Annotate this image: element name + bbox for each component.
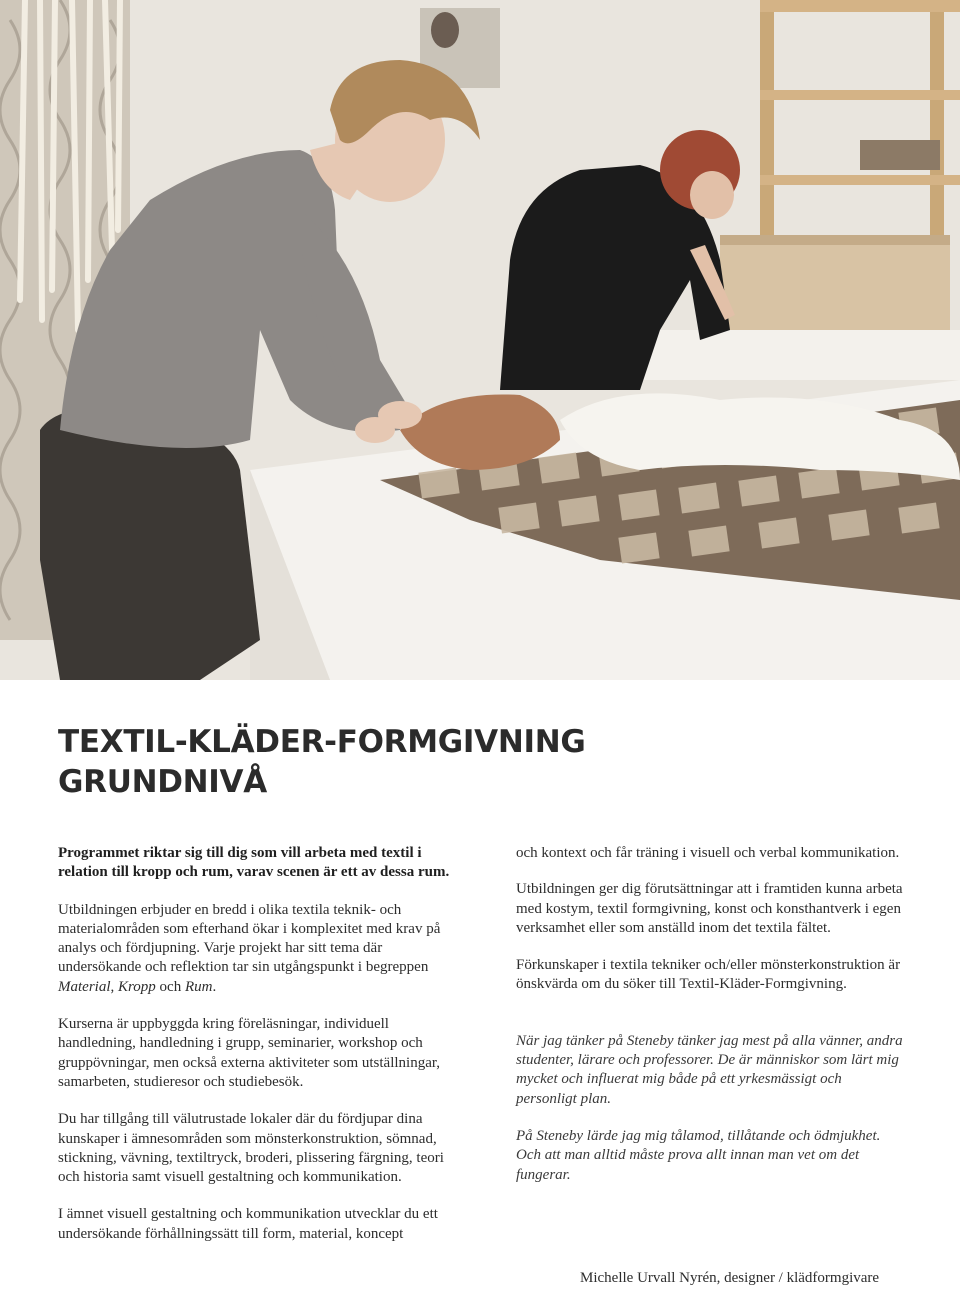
paragraph-facilities: Du har tillgång till välutrustade lokaler där du fördjupar dina kunskaper i ämnesområden som mönsterkonstruktion, sömnad, stickning, vävning, textiltryck, broderi, plissering färgning, teori och historia samt visuell gestaltning och kommunikation. xyxy=(58,1111,444,1186)
left-column xyxy=(58,844,454,1262)
paragraph-projects xyxy=(58,901,454,997)
paragraph-projects-text: Utbildningen erbjuder en bredd i olika textila teknik- och materialområden som efterhand ökar i komplexitet med krav på analys och fördjupning. Varje projekt har sitt tema där undersökande och reflektion tar sin utgångspunkt i begreppen xyxy=(58,901,441,976)
quote-friends: När jag tänker på Steneby tänker jag mest på alla vänner, andra studenter, lärare och professorer. De är människor som lärt mig mycket och influerat mig både på ett yrkesmässigt och personligt plan. xyxy=(516,1032,903,1107)
term-kropp: Kropp xyxy=(118,978,156,995)
intro-lead: Programmet riktar sig till dig som vill arbeta med textil i relation till kropp och rum, varav scenen är ett av dessa rum. xyxy=(58,845,450,881)
page-title-line2: GRUNDNIVÅ xyxy=(58,764,267,800)
paragraph-careers: Utbildningen ger dig förutsättningar att i framtiden kunna arbeta med kostym, textil formgivning, konst och konsthantverk i egen verksamhet eller som anställd inom det textila fältet. xyxy=(516,881,903,936)
term-material: Material xyxy=(58,978,111,995)
quote-signature: Michelle Urvall Nyrén, designer / klädformgivare xyxy=(580,1270,880,1286)
term-rum: Rum xyxy=(184,978,213,995)
paragraph-visual: I ämnet visuell gestaltning och kommunikation utvecklar du ett undersökande förhållningssätt till form, material, koncept xyxy=(58,1206,438,1242)
page-title xyxy=(58,722,586,802)
right-column xyxy=(516,844,906,1203)
comma: , xyxy=(110,978,118,995)
period: . xyxy=(212,978,217,995)
paragraph-prerequisites: Förkunskaper i textila tekniker och/eller mönsterkonstruktion är önskvärda om du söker till Textil-Kläder-Formgivning. xyxy=(516,957,901,993)
conjunction: och xyxy=(155,978,185,995)
paragraph-courses: Kurserna är uppbyggda kring föreläsningar, individuell handledning, handledning i grupp, seminarier, workshop och gruppövningar, men också externa aktiviteter som utställningar, samarbeten, studieresor och studiebesök. xyxy=(58,1016,441,1090)
page-title-line1: TEXTIL-KLÄDER-FORMGIVNING xyxy=(58,724,586,760)
paragraph-context: och kontext och får träning i visuell och verbal kommunikation. xyxy=(516,845,900,861)
quote-patience: På Steneby lärde jag mig tålamod, tillåtande och ödmjukhet. Och att man alltid måste prova allt innan man vet om det fungerar. xyxy=(516,1127,881,1183)
